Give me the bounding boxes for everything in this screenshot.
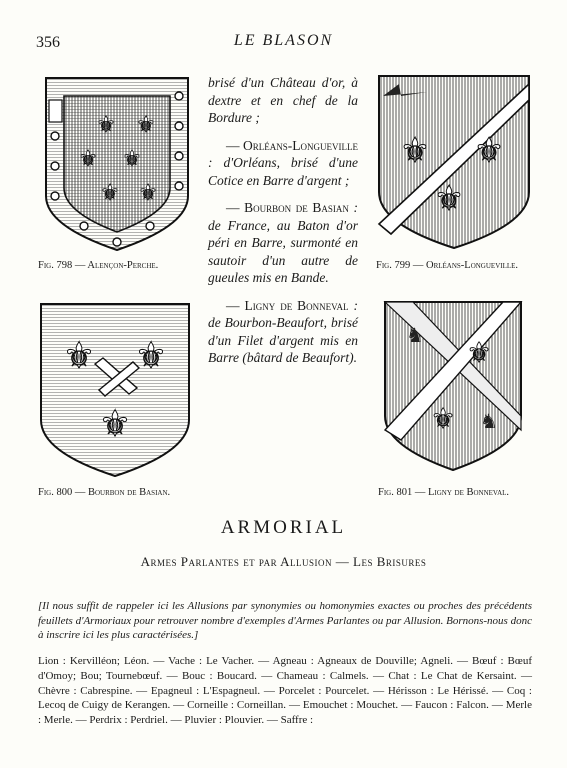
caption-fig-800-prefix: Fig. 800 —	[38, 487, 88, 498]
caption-fig-800-name: Bourbon de Basian.	[87, 487, 171, 498]
caption-fig-799-name: Orléans-Longueville.	[425, 260, 519, 271]
shield-bourbon-de-basian	[39, 302, 191, 478]
caption-fig-799-prefix: Fig. 799 —	[376, 260, 426, 271]
shield-ligny-de-bonneval	[383, 300, 523, 472]
armorial-subtitle: Armes Parlantes et par Allusion — Les Brisures	[140, 554, 427, 569]
svg-text:⚜: ⚜	[100, 181, 120, 206]
svg-text:⚜: ⚜	[62, 336, 96, 377]
svg-text:⚜: ⚜	[136, 113, 156, 138]
blazon-ligny-bonneval	[208, 297, 358, 367]
blazon-ligny-name: — Ligny de Bonneval	[226, 297, 349, 313]
caption-fig-801-name: Ligny de Bonneval.	[427, 487, 510, 498]
svg-text:⚜: ⚜	[122, 147, 142, 172]
armorial-note: [Il nous suffit de rappeler ici les Allusions par synonymies ou homonymies exactes ou proches des précédents feuillets d'Armoriaux pour retrouver nombre d'exemples d'Armes Parlantes ou par Allusion. Bornons-nous donc à inscrire ici les plus caractérisées.]	[38, 600, 532, 641]
blazon-alencon-continued: brisé d'un Château d'or, à dextre et en chef de la Bordure ;	[208, 75, 358, 125]
blazon-text-column	[208, 74, 358, 377]
svg-text:⚜: ⚜	[433, 179, 465, 219]
svg-text:⚜: ⚜	[466, 336, 492, 369]
svg-text:⚜: ⚜	[430, 402, 456, 435]
armorial-list: Lion : Kervilléon; Léon. — Vache : Le Vacher. — Agneau : Agneaux de Douville; Agneli. — Bœuf : Bœuf d'Omoy; Bou; Tournebœuf. — Bouc : Boucard. — Chameau : Calmels. — Chat : Le Chat de Kersaint. — Chèvre : Cabrespine. — Epagneul : L'Espagneul. — Porcelet : Pourcelet. — Hérisson : Le Hérissé. — Coq : Lecoq de Cuigy de Kerangen. — Corneille : Corneillan. — Emouchet : Mouchet. — Faucon : Falcon. — Merle : Merle. — Perdrix : Perdriel. — Pluvier : Plouvier. — Saffre :	[38, 655, 532, 727]
armorial-title: ARMORIAL	[220, 517, 347, 538]
blazon-orleans-longueville	[208, 137, 358, 190]
caption-fig-801	[378, 486, 534, 500]
caption-fig-801-prefix: Fig. 801 —	[378, 487, 428, 498]
blazon-orleans-text: : d'Orléans, brisé d'une Cotice en Barre d'argent ;	[208, 155, 358, 188]
svg-text:⚜: ⚜	[98, 404, 132, 445]
blazon-bourbon-name: — Bourbon de Basian	[226, 200, 349, 215]
running-title: LE BLASON	[233, 32, 334, 49]
blazon-orleans-name: — Orléans-Longueville	[226, 137, 358, 153]
caption-fig-798	[38, 259, 188, 273]
svg-text:⚜: ⚜	[78, 147, 98, 172]
svg-text:⚜: ⚜	[399, 131, 431, 171]
svg-text:♞: ♞	[480, 409, 498, 433]
blazon-bourbon-text: : de France, au Baton d'or péri en Barre, surmonté en sautoir d'un autre de gueules mis en Bande.	[208, 200, 358, 285]
blazon-ligny-text: : de Bourbon-Beaufort, brisé d'un Filet d'argent mis en Barre (bâtard de Beaufort).	[208, 297, 359, 365]
caption-fig-800	[38, 486, 192, 500]
page-number: 356	[36, 34, 60, 51]
caption-fig-799	[376, 259, 534, 273]
svg-text:⚜: ⚜	[134, 336, 168, 377]
svg-text:♞: ♞	[406, 323, 424, 347]
svg-text:⚜: ⚜	[473, 131, 505, 171]
caption-fig-798-name: Alençon-Perche.	[87, 260, 159, 271]
shield-alencon-perche	[44, 76, 190, 252]
svg-text:⚜: ⚜	[96, 113, 116, 138]
blazon-bourbon-basian	[208, 199, 358, 287]
shield-orleans-longueville	[377, 74, 531, 250]
caption-fig-798-prefix: Fig. 798 —	[38, 260, 88, 271]
svg-text:⚜: ⚜	[138, 181, 158, 206]
